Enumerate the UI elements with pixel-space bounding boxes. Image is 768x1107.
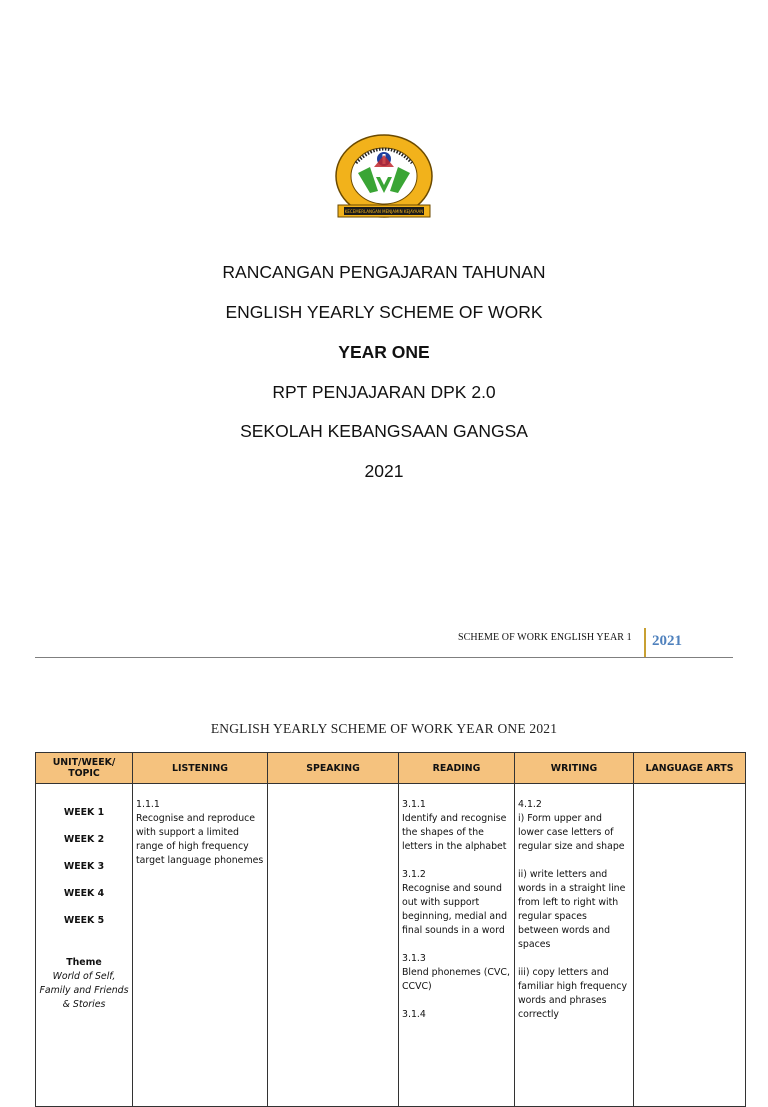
scheme-of-work-table: [35, 752, 746, 1107]
header-speaking: SPEAKING: [268, 753, 399, 784]
week-label: WEEK 1: [63, 807, 105, 818]
reading-standard-text: Identify and recognise the shapes of the letters in the alphabet: [402, 813, 507, 852]
table-title: ENGLISH YEARLY SCHEME OF WORK YEAR ONE 2021: [210, 721, 558, 736]
speaking-cell: [268, 784, 399, 1107]
reading-standard-text: Recognise and sound out with support beginning, medial and final sounds in a word: [402, 883, 508, 936]
logo-banner-text: KECEMERLANGAN MENJAMIN KEJAYAAN: [344, 209, 424, 214]
reading-standard-code: 3.1.3: [402, 953, 426, 964]
school-logo: [334, 133, 434, 225]
cover-title-line-1: RANCANGAN PENGAJARAN TAHUNAN: [222, 262, 546, 282]
listening-standard-code: 1.1.1: [136, 799, 160, 810]
week-label: WEEK 3: [63, 861, 105, 872]
table-header-row: [36, 753, 746, 784]
listening-cell: [133, 784, 268, 1107]
cover-year: 2021: [364, 461, 404, 481]
page-header-text: SCHEME OF WORK ENGLISH YEAR 1: [458, 632, 632, 643]
writing-item: ii) write letters and words in a straight line from left to right with regular spaces between words and spaces: [518, 869, 626, 950]
page-header-separator: [644, 628, 646, 658]
week-label: WEEK 5: [63, 915, 105, 926]
writing-standard-code: 4.1.2: [518, 799, 542, 810]
page-header-rule: [35, 657, 733, 658]
cover-title-line-2: ENGLISH YEARLY SCHEME OF WORK: [225, 302, 543, 322]
reading-standard-code: 3.1.4: [402, 1009, 426, 1020]
header-writing: WRITING: [515, 753, 634, 784]
header-reading: READING: [399, 753, 515, 784]
unit-week-topic-cell: [36, 784, 133, 1107]
reading-cell: [399, 784, 515, 1107]
theme-label: Theme: [66, 957, 102, 968]
page-header-year: 2021: [652, 633, 682, 649]
reading-standard-code: 3.1.1: [402, 799, 426, 810]
language-arts-cell: [634, 784, 746, 1107]
reading-standard-text: Blend phonemes (CVC, CCVC): [402, 967, 510, 992]
cover-title-year: YEAR ONE: [338, 342, 430, 362]
listening-standard-text: Recognise and reproduce with support a limited range of high frequency target language phonemes: [136, 813, 264, 866]
writing-item: i) Form upper and lower case letters of regular size and shape: [518, 813, 625, 852]
header-language-arts: LANGUAGE ARTS: [634, 753, 746, 784]
theme-text: World of Self, Family and Friends & Stories: [39, 971, 129, 1010]
cover-title-line-4: RPT PENJAJARAN DPK 2.0: [272, 382, 496, 402]
reading-standard-code: 3.1.2: [402, 869, 426, 880]
writing-cell: [515, 784, 634, 1107]
table-row: [36, 784, 746, 1107]
header-unit-week-topic: UNIT/WEEK/ TOPIC: [36, 753, 133, 784]
writing-item: iii) copy letters and familiar high frequency words and phrases correctly: [518, 967, 628, 1020]
header-listening: LISTENING: [133, 753, 268, 784]
week-label: WEEK 4: [63, 888, 105, 899]
week-label: WEEK 2: [63, 834, 105, 845]
cover-school-name: SEKOLAH KEBANGSAAN GANGSA: [240, 421, 528, 441]
